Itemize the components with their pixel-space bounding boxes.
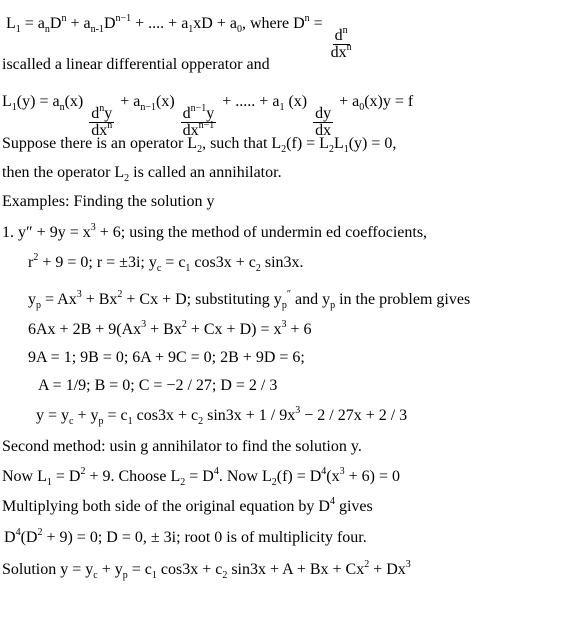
text: = a [20, 15, 45, 32]
subscript: 0 [359, 102, 365, 113]
text: then the operator L [2, 164, 125, 181]
text: 1. y″ + 9y = x [2, 224, 91, 241]
subscript: 0 [236, 24, 242, 35]
text: 9A = 1; 9B = 0; 6A + 9C = 0; 2B + 9D = 6; [28, 349, 305, 366]
text: Suppose there is an operator L [2, 135, 198, 152]
text: Now L [2, 468, 47, 485]
math-line [28, 253, 304, 273]
text: y = y [36, 407, 70, 424]
text: d [182, 105, 191, 122]
text: in the problem gives [335, 291, 471, 308]
superscript: 4 [329, 496, 335, 507]
subscript: 1 [343, 144, 349, 155]
math-line [2, 467, 400, 487]
subscript: 1 [15, 24, 21, 35]
text: L [333, 135, 344, 152]
superscript: 3 [281, 319, 287, 330]
text: = c [161, 254, 186, 271]
text: and y [290, 291, 331, 308]
text-line [2, 55, 270, 75]
text-line [2, 497, 373, 517]
text: cos3x + c [156, 561, 223, 578]
subscript: n [44, 24, 50, 35]
text: + Bx [146, 321, 182, 338]
text: cos3x + c [190, 254, 256, 271]
subscript: p [330, 300, 336, 311]
superscript: 4 [321, 466, 327, 477]
subscript: 2 [328, 144, 334, 155]
superscript: 3 [141, 319, 147, 330]
superscript: 3 [90, 222, 96, 233]
text: d [334, 27, 343, 44]
solution-line [2, 560, 411, 580]
subscript: 2 [197, 144, 203, 155]
superscript: n [61, 13, 67, 24]
text: (x)y = f [364, 93, 414, 110]
text: Second method: usin g annihilator to find the solution y. [2, 438, 362, 455]
text: , such that L [202, 135, 282, 152]
text: (x) [64, 93, 84, 110]
examples-heading [2, 192, 214, 212]
text: D [4, 529, 16, 546]
subscript: 2 [124, 173, 130, 184]
subscript: c [69, 416, 74, 427]
superscript: n−1 [198, 120, 215, 131]
math-line [4, 528, 367, 548]
text: y [104, 105, 113, 122]
text: y [28, 291, 36, 308]
text: + y [73, 407, 99, 424]
subscript: 1 [188, 24, 194, 35]
text: iscalled a linear differential opperator and [2, 56, 270, 73]
text: d [91, 105, 100, 122]
text: (D [20, 529, 38, 546]
text: L [2, 93, 12, 110]
text: dy [315, 105, 332, 122]
text: + 9. Choose L [85, 468, 181, 485]
subscript: 2 [180, 477, 186, 488]
text: (y) = 0, [348, 135, 397, 152]
text: + Bx [81, 291, 118, 308]
superscript: n−1 [190, 103, 207, 114]
text: + y [97, 561, 123, 578]
superscript: 2 [33, 252, 39, 263]
text: y [206, 105, 215, 122]
superscript: 4 [15, 527, 21, 538]
subscript: c [156, 263, 162, 274]
text: + .... + a [131, 15, 189, 32]
subscript: 1 [185, 263, 191, 274]
definition-line [6, 14, 356, 61]
superscript: n [99, 103, 105, 114]
text: dx [182, 122, 199, 139]
text: , where D [241, 15, 305, 32]
subscript: p [281, 300, 287, 311]
math-line [38, 376, 277, 396]
superscript: 2 [364, 559, 370, 570]
text: D [103, 15, 116, 32]
text: sin3x + 1 / 9x [203, 407, 296, 424]
subscript: 2 [198, 416, 204, 427]
text: = D [185, 468, 214, 485]
math-line [28, 320, 312, 340]
text: = c [103, 407, 128, 424]
text: + 6; using the method of undermin ed coeffocients, [95, 224, 428, 241]
text: + a [116, 93, 141, 110]
subscript: 1 [11, 102, 17, 113]
superscript: 2 [117, 289, 123, 300]
text: r [28, 254, 34, 271]
text-line [2, 163, 282, 183]
subscript: 1 [127, 416, 133, 427]
text: (f) = D [276, 468, 322, 485]
text: + 6) = 0 [344, 468, 400, 485]
text: xD + a [193, 15, 237, 32]
text: gives [334, 498, 373, 515]
text: L [6, 15, 16, 32]
superscript: 4 [213, 466, 219, 477]
superscript: n [304, 13, 310, 24]
example-1-line [2, 223, 427, 243]
text: − 2 / 27x + 2 / 3 [300, 407, 408, 424]
superscript: n [346, 42, 352, 53]
text: (x [326, 468, 340, 485]
text: (x) [155, 93, 175, 110]
text-line [2, 134, 396, 154]
text: cos3x + c [132, 407, 199, 424]
subscript: 2 [271, 477, 277, 488]
text: (x) [284, 93, 308, 110]
superscript: 2 [80, 466, 86, 477]
text: = c [127, 561, 152, 578]
text: + Dx [369, 561, 406, 578]
text: sin3x + A + Bx + Cx [227, 561, 365, 578]
text: = [309, 15, 327, 32]
subscript: p [36, 300, 41, 311]
text: + 9 = 0; r = ±3i; y [38, 254, 157, 271]
text: D [49, 15, 62, 32]
text: is called an annihilator. [129, 164, 282, 181]
superscript: n−1 [115, 13, 132, 24]
superscript: 3 [295, 405, 301, 416]
subscript: 2 [255, 263, 261, 274]
text: Examples: Finding the solution y [2, 193, 215, 210]
subscript: 2 [281, 144, 287, 155]
text: dx [330, 44, 347, 61]
text: + 9) = 0; D = 0, ± 3i; root 0 is of multiplicity four. [42, 529, 367, 546]
text: 6Ax + 2B + 9(Ax [28, 321, 142, 338]
subscript: 1 [279, 102, 285, 113]
text: . Now L [218, 468, 272, 485]
text: = D [51, 468, 81, 485]
subscript: p [98, 416, 104, 427]
text: dx [91, 122, 108, 139]
text: (y) = a [16, 93, 60, 110]
math-line [28, 290, 470, 310]
subscript: n [59, 102, 65, 113]
superscript: n [342, 25, 348, 36]
text-line [2, 437, 362, 457]
superscript: 3 [76, 289, 82, 300]
text: sin3x. [260, 254, 304, 271]
text: A = 1/9; B = 0; C = −2 / 27; D = 2 / 3 [38, 377, 278, 394]
superscript: n [107, 120, 113, 131]
text: = Ax [41, 291, 77, 308]
superscript: 3 [339, 466, 345, 477]
text: Solution y = y [2, 561, 94, 578]
fraction-dn-dxn [329, 25, 354, 61]
subscript: 2 [222, 570, 228, 581]
math-line [28, 348, 305, 368]
math-line [36, 406, 407, 426]
subscript: p [122, 570, 128, 581]
superscript: 3 [405, 559, 411, 570]
text: + a [66, 15, 91, 32]
subscript: 1 [46, 477, 52, 488]
subscript: n−1 [140, 102, 156, 113]
text: dx [315, 122, 332, 139]
text: + a [335, 93, 360, 110]
subscript: c [93, 570, 98, 581]
text: + Cx + D; substituting y [122, 291, 282, 308]
superscript: ″ [286, 289, 291, 300]
operator-line [2, 92, 413, 139]
text: + 6 [286, 321, 312, 338]
text: + Cx + D) = x [186, 321, 282, 338]
superscript: 2 [181, 319, 187, 330]
text: (f) = L [286, 135, 329, 152]
subscript: 1 [151, 570, 157, 581]
subscript: n-1 [90, 24, 104, 35]
superscript: 2 [37, 527, 43, 538]
text: + ..... + a [218, 93, 280, 110]
text: Multiplying both side of the original equation by D [2, 498, 330, 515]
